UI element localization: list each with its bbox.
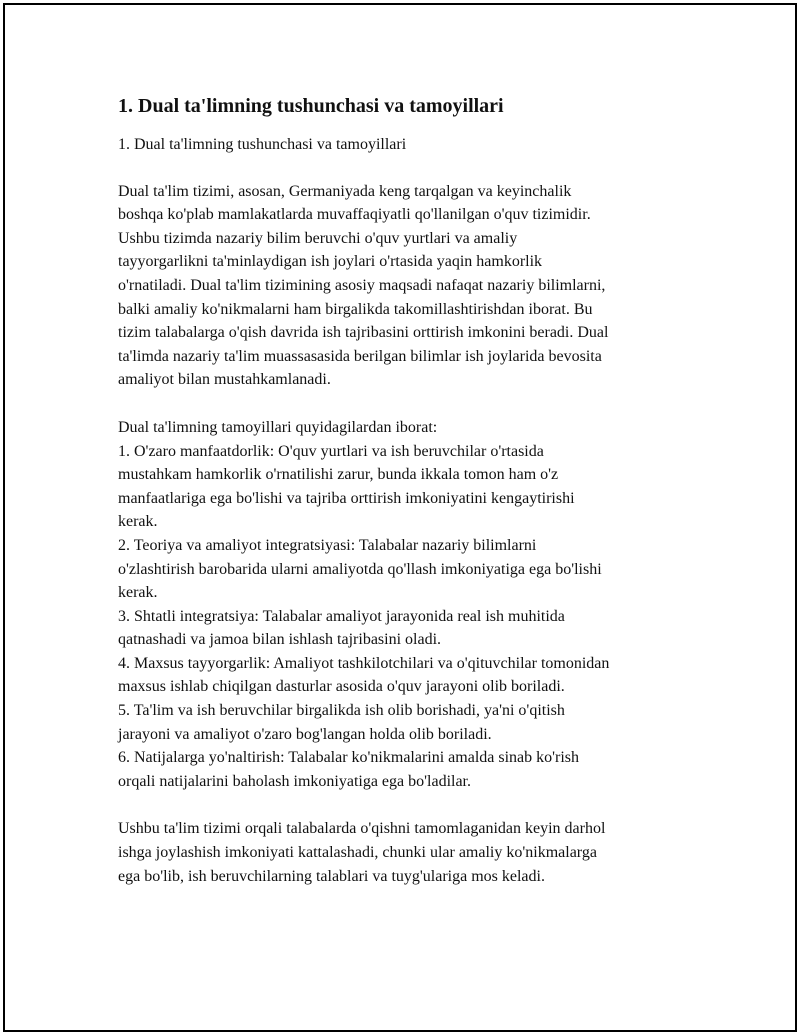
document-subheading: 1. Dual ta'limning tushunchasi va tamoyillari	[118, 136, 407, 153]
text-line: mustahkam hamkorlik o'rnatilishi zarur, bunda ikkala tomon ham o'z	[118, 466, 559, 484]
text-line: kerak.	[118, 513, 158, 531]
text-line: tayyorgarlikni ta'minlaydigan ish joylari o'rtasida yaqin hamkorlik	[118, 253, 543, 271]
principles-paragraph	[118, 416, 698, 794]
text-line: boshqa ko'plab mamlakatlarda muvaffaqiyatli qo'llanilgan o'quv tizimidir.	[118, 206, 591, 224]
text-line: maxsus ishlab chiqilgan dasturlar asosida o'quv jarayoni olib boriladi.	[118, 678, 565, 696]
text-line: Ushbu tizimda nazariy bilim beruvchi o'quv yurtlari va amaliy	[118, 229, 518, 247]
text-line: o'rnatiladi. Dual ta'lim tizimining asosiy maqsadi nafaqat nazariy bilimlarni,	[118, 276, 606, 294]
text-line: Dual ta'limning tamoyillari quyidagilardan iborat:	[118, 418, 438, 436]
document-body	[118, 93, 698, 888]
text-line: tizim talabalarga o'qish davrida ish tajribasini orttirish imkonini beradi. Dual	[118, 324, 609, 342]
text-line: 2. Teoriya va amaliyot integratsiyasi: Talabalar nazariy bilimlarni	[118, 536, 537, 554]
text-line: ta'limda nazariy ta'lim muassasasida berilgan bilimlar ish joylarida bevosita	[118, 347, 602, 365]
text-line: qatnashadi va jamoa bilan ishlash tajribasini oladi.	[118, 631, 442, 649]
text-line: ishga joylashish imkoniyati kattalashadi, chunki ular amaliy ko'nikmalarga	[118, 844, 597, 862]
text-line: manfaatlariga ega bo'lishi va tajriba orttirish imkoniyatini kengaytirishi	[118, 489, 575, 507]
text-line: Ushbu ta'lim tizimi orqali talabalarda o'qishni tamomlaganidan keyin darhol	[118, 820, 606, 838]
text-line: orqali natijalarini baholash imkoniyatiga ega bo'ladilar.	[118, 772, 471, 790]
text-line: balki amaliy ko'nikmalarni ham birgalikda takomillashtirishdan iborat. Bu	[118, 300, 593, 318]
text-line: kerak.	[118, 584, 158, 602]
text-line: jarayoni va amaliyot o'zaro bog'langan holda olib boriladi.	[118, 725, 492, 743]
document-heading: 1. Dual ta'limning tushunchasi va tamoyillari	[118, 95, 504, 117]
text-line: 4. Maxsus tayyorgarlik: Amaliyot tashkilotchilari va o'qituvchilar tomonidan	[118, 654, 610, 672]
text-line: 3. Shtatli integratsiya: Talabalar amaliyot jarayonida real ish muhitida	[118, 607, 565, 625]
text-line: amaliyot bilan mustahkamlanadi.	[118, 371, 331, 389]
conclusion-paragraph	[118, 817, 698, 888]
text-line: 1. O'zaro manfaatdorlik: O'quv yurtlari va ish beruvchilar o'rtasida	[118, 442, 544, 460]
intro-paragraph	[118, 180, 698, 392]
text-line: o'zlashtirish barobarida ularni amaliyotda qo'llash imkoniyatiga ega bo'lishi	[118, 560, 602, 578]
text-line: ega bo'lib, ish beruvchilarning talablari va tuyg'ulariga mos keladi.	[118, 867, 545, 885]
text-line: 6. Natijalarga yo'naltirish: Talabalar ko'nikmalarini amalda sinab ko'rish	[118, 749, 580, 767]
text-line: Dual ta'lim tizimi, asosan, Germaniyada keng tarqalgan va keyinchalik	[118, 182, 572, 200]
text-line: 5. Ta'lim va ish beruvchilar birgalikda ish olib borishadi, ya'ni o'qitish	[118, 702, 565, 720]
